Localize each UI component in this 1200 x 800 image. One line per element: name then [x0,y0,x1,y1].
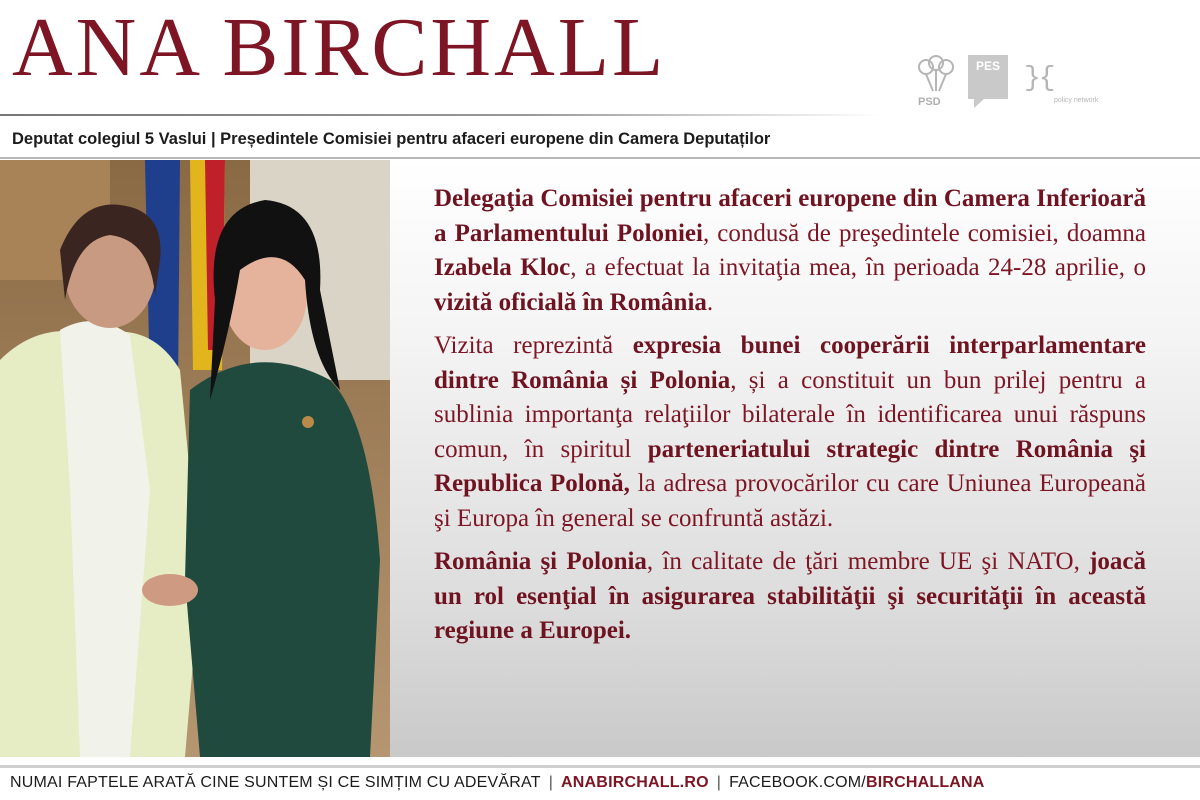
text-run: , și a constituit un bun prilej pentru a sublinia importanţa relaţiilor bilaterale în identificarea unui răspuns comun, în spiritul [434,366,1146,463]
text-run: . [706,288,714,316]
text-run: Delegaţia Comisiei pentru afaceri europene din Camera Inferioară a Parlamentului Poloniei [434,185,1146,247]
pes-logo [968,55,1008,107]
text-run: Izabela Kloc [434,254,571,281]
photo [0,160,390,757]
pes-label: PES [975,59,1000,73]
subtitle-divider [0,157,1200,159]
facebook-link[interactable] [729,774,984,791]
header-divider [0,114,880,116]
header [0,0,1200,160]
brace-icon: }{ [1024,63,1054,94]
facebook-prefix: FACEBOOK.COM/ [729,774,866,791]
paragraph-security [434,545,1146,649]
site-link[interactable]: ANABIRCHALL.RO [561,774,709,791]
text-run: Vizita reprezintă [434,332,633,359]
facebook-handle: BIRCHALLANA [865,774,985,791]
footer [0,757,1200,800]
psd-logo [912,55,960,113]
subtitle: Deputat colegiul 5 Vaslui | Președintele Comisiei pentru afaceri europene din Camera Deputaților [12,130,771,148]
text-run: , a efectuat la invitaţia mea, în perioada 24-28 aprilie, o [570,254,1146,281]
footer-slogan: NUMAI FAPTELE ARATĂ CINE SUNTEM ȘI CE SIMȚIM CU ADEVĂRAT [10,774,541,791]
text-run: parteneriatului strategic dintre România şi Republica Polonă, [434,435,1146,497]
rose-icon [915,55,957,95]
party-logos [912,55,1112,115]
text-run: , în calitate de ţări membre UE şi NATO, [646,548,1090,575]
paragraph-delegation [434,182,1146,320]
page-title: ANA BIRCHALL [12,1,667,94]
footer-text: NUMAI FAPTELE ARATĂ CINE SUNTEM ȘI CE SIMȚIM CU ADEVĂRAT | ANABIRCHALL.RO | FACEBOOK.COM/BIRCHALLANA [10,774,985,791]
photo-illustration [0,160,390,757]
paragraph-cooperation [434,329,1146,536]
text-panel [390,160,1200,757]
text-run: România şi Polonia [434,548,647,575]
text-run: vizită oficială în România [434,288,707,316]
policy-network-logo [1024,63,1104,111]
footer-divider [0,765,1200,768]
text-run: expresia bunei cooperării interparlamentare dintre România și Polonia [434,332,1146,394]
psd-label: PSD [918,96,941,108]
text-run: la adresa provocărilor cu care Uniunea Europeană şi Europa în general se confruntă astăzi. [434,470,1146,532]
article [434,182,1146,658]
text-run: joacă un rol esenţial în asigurarea stabilităţii şi securităţii în această regiune a Europei. [434,548,1146,644]
policy-network-label: policy network [1054,97,1099,104]
text-run: , condusă de preşedintele comisiei, doamna [702,219,1146,247]
